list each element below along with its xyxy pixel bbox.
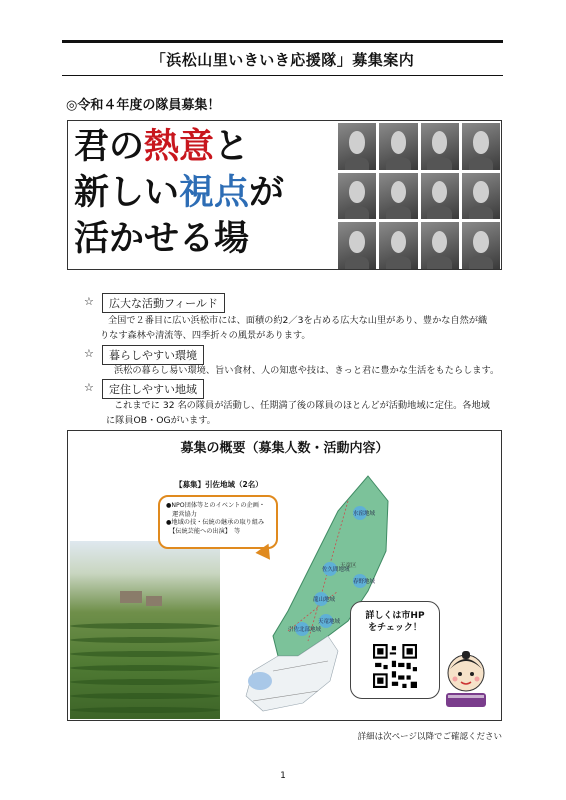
member-photo (462, 222, 500, 269)
feature-description-line: 浜松の暮らし易い環境、旨い食材、人の知恵や技は、きっと君に豊かな生活をもたらします。 (114, 365, 500, 376)
member-photo (462, 173, 500, 220)
footer-note: 詳細は次ページ以降でご確認ください (357, 732, 502, 742)
feature-title: 定住しやすい地域 (102, 379, 204, 399)
hero-line-2 (74, 173, 284, 213)
map-label-tatsuyama: 龍山地域 (313, 597, 336, 603)
map-label-misakubo: 水窪地域 (353, 511, 376, 517)
member-photo (421, 222, 459, 269)
activity-line: ●NPO団体等とのイベントの企画・ (166, 502, 266, 509)
star-icon: ☆ (84, 295, 94, 308)
hero-line-1 (74, 127, 249, 167)
member-photo (338, 222, 376, 269)
star-icon: ☆ (84, 347, 94, 360)
city-hp-text-line: 詳しくは市HP (365, 611, 425, 621)
feature-title: 広大な活動フィールド (102, 293, 225, 313)
top-rule-thin (62, 75, 503, 76)
recruit-heading: ◎令和４年度の隊員募集！ (66, 98, 221, 113)
lake-shape (248, 672, 272, 690)
hero-highlight-red: 熱意 (144, 126, 215, 167)
map-label-sakuma: 佐久間地域 (322, 567, 350, 573)
member-photo-grid (338, 123, 500, 269)
hero-banner (67, 120, 502, 270)
activity-line: 【伝統芸能への出演】 等 (166, 527, 241, 535)
star-icon: ☆ (84, 381, 94, 394)
member-photo (421, 123, 459, 170)
tea-row (70, 651, 220, 657)
map-label-tenryu-ku: 天竜区 (340, 563, 357, 569)
map-label-inasa-north: 引佐北部地域 (288, 627, 322, 633)
hero-line-3 (74, 219, 249, 259)
house-icon (120, 591, 142, 603)
tea-row (70, 637, 220, 643)
activity-line: ●地域の技・伝統の継承の取り組み (166, 519, 265, 527)
tea-row (70, 693, 220, 699)
feature-description-line: りなす森林や清流等、四季折々の風景があります。 (100, 330, 311, 341)
hero-text: 活かせる場 (74, 218, 250, 259)
feature-description (106, 398, 509, 428)
member-photo (379, 123, 417, 170)
tea-field-photo (70, 541, 220, 719)
feature-description (100, 313, 503, 343)
mascot-character-icon (440, 647, 492, 713)
tea-row (70, 707, 220, 713)
qr-code-icon[interactable] (373, 644, 417, 688)
map-label-tenryu: 天竜地域 (318, 619, 341, 625)
page-number: 1 (280, 771, 286, 781)
city-hp-callout (350, 601, 440, 699)
hero-text: 君の (74, 126, 145, 167)
feature-title: 暮らしやすい環境 (102, 345, 204, 365)
recruit-area-label: 【募集】引佐地域（2名） (175, 480, 263, 489)
member-photo (379, 173, 417, 220)
tea-row (70, 623, 220, 629)
map-label-haruno: 春野地域 (353, 579, 376, 585)
hero-text: 新しい (74, 172, 180, 213)
overview-panel (67, 430, 502, 721)
tea-row (70, 679, 220, 685)
page-title: 「浜松山里いきいき応援隊」募集案内 (150, 51, 415, 69)
feature-description (114, 363, 509, 378)
feature-description-line: これまでに 32 名の隊員が活動し、任期満了後の隊員のほとんどが活動地域に定住。各地域 (114, 400, 490, 411)
member-photo (421, 173, 459, 220)
member-photo (338, 123, 376, 170)
feature-description-line: 全国で２番目に広い浜松市には、面積の約2／3を占める広大な山里があり、豊かな自然が織 (108, 315, 488, 326)
member-photo (379, 222, 417, 269)
hero-text: が (249, 172, 285, 213)
activity-line: 運営協力 (166, 510, 197, 518)
hero-text: と (214, 126, 250, 167)
feature-description-line: に隊員OB・OGがいます。 (106, 415, 216, 426)
hero-highlight-blue: 視点 (179, 172, 250, 213)
city-hp-text (351, 610, 439, 634)
member-photo (462, 123, 500, 170)
tea-row (70, 665, 220, 671)
top-rule-thick (62, 40, 503, 43)
house-icon (146, 596, 162, 606)
city-hp-text-line: をチェック！ (368, 623, 422, 633)
member-photo (338, 173, 376, 220)
overview-title: 募集の概要（募集人数・活動内容） (180, 441, 389, 456)
